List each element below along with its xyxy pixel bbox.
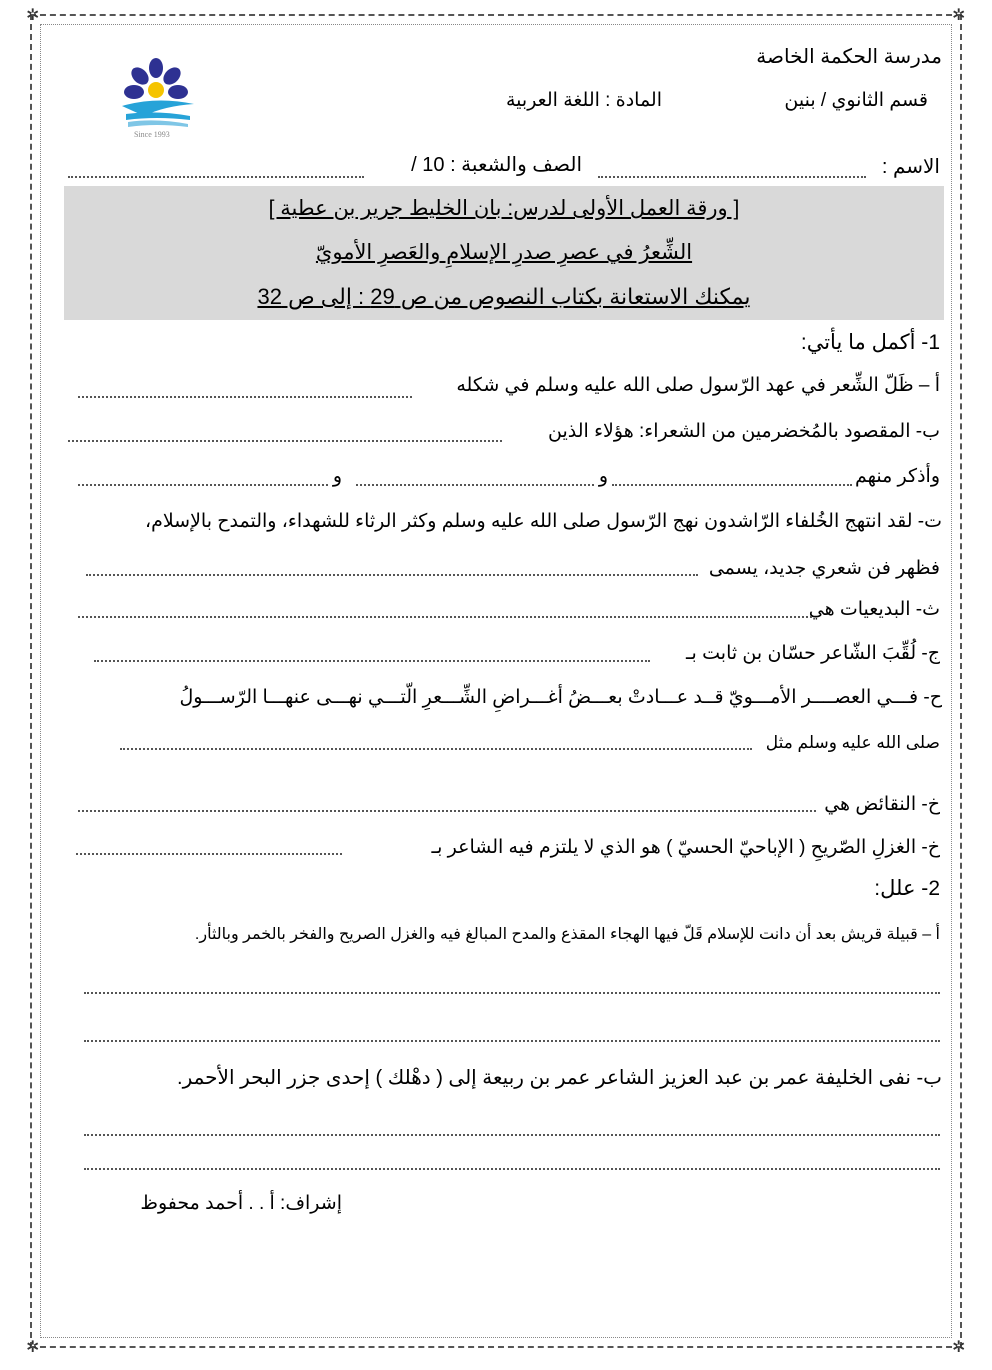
q1-j-answer-field[interactable] (94, 660, 650, 662)
q1-kh1-answer-field[interactable] (78, 810, 816, 812)
q2-title: 2- علل: (874, 877, 940, 900)
q2-b-answer-line-1[interactable] (84, 1134, 940, 1136)
q1-kh2-answer-field[interactable] (76, 853, 342, 855)
q1-item-t: ت- لقد انتهج الخُلفاء الرّاشدون نهج الرّسول صلى الله عليه وسلم وكثر الرثاء للشهداء، والتمدح بالإسلام، (144, 511, 942, 532)
q1-item-t-cont: فظهر فن شعري جديد، يسمى (708, 558, 940, 579)
q1-b-example-2-field[interactable] (356, 484, 594, 486)
corner-ornament-icon: ✲ (26, 7, 40, 24)
corner-ornament-icon: ✲ (952, 1339, 966, 1356)
q1-item-h: ح- فـــي العصــــر الأمـــويّ قــد عـــادتْ بعـــضُ أغـــراضِ الشِّـــعرِ الّتـــي نهـــى عنهـــا الرّســـولُ (179, 687, 942, 708)
q1-t-answer-field[interactable] (86, 574, 698, 576)
q1-item-b: ب- المقصود بالمُخضرمين من الشعراء: هؤلاء الذين (548, 421, 940, 442)
reference-note: يمكنك الاستعانة بكتاب النصوص من ص 29 : إلى ص 32 (257, 284, 751, 309)
class-label: الصف والشعبة : 10 / (411, 154, 582, 176)
q1-item-b-examples: وأذكر منهم (854, 466, 940, 487)
worksheet-title: [ ورقة العمل الأولى لدرس: بان الخليط جرير بن عطية ] (268, 197, 740, 220)
q1-a-answer-field[interactable] (78, 396, 412, 398)
name-label: الاسم : (881, 156, 940, 178)
logo-caption: Since 1993 (134, 130, 170, 139)
q1-item-h-cont: صلى الله عليه وسلم مثل (765, 733, 940, 752)
q2-b-answer-line-2[interactable] (84, 1168, 940, 1170)
name-field[interactable] (598, 176, 866, 178)
q1-item-kh1: خ- النقائض هي (824, 794, 940, 815)
q1-item-kh2: خ- الغزلِ الصّريحِ ( الإباحيّ الحسيّ ) هو الذي لا يلتزم فيه الشاعر بـ (431, 837, 940, 858)
q1-th-answer-field[interactable] (78, 616, 812, 618)
q2-item-a: أ – قبيلة قريش بعد أن دانت للإسلام قَلّ فيها الهجاء المقذع والمدح المبالغ فيه والغزل الصريح والفخر بالخمر وبالثأر. (194, 926, 940, 943)
q1-conj-and: و (598, 466, 608, 487)
corner-ornament-icon: ✲ (26, 1339, 40, 1356)
school-name: مدرسة الحكمة الخاصة (756, 46, 942, 68)
q1-conj-and: و (332, 466, 342, 487)
q1-b-example-3-field[interactable] (78, 484, 328, 486)
q1-b-example-1-field[interactable] (612, 484, 852, 486)
q1-title: 1- أكمل ما يأتي: (800, 331, 940, 354)
supervisor-signature: إشراف: أ . . أحمد محفوظ (140, 1193, 342, 1214)
subject: المادة : اللغة العربية (505, 90, 662, 111)
q1-item-j: ج- لُقِّبَ الشّاعر حسّان بن ثابت بـ (685, 643, 940, 664)
q1-item-th: ث- البديعيات هي (808, 599, 940, 620)
q2-a-answer-line-1[interactable] (84, 992, 940, 994)
q1-b-answer-field[interactable] (68, 440, 502, 442)
q1-item-a: أ – ظَلّ الشِّعر في عهد الرّسول صلى الله عليه وسلم في شكله (456, 375, 940, 396)
class-field[interactable] (68, 176, 364, 178)
q2-item-b: ب- نفى الخليفة عمر بن عبد العزيز الشاعر عمر بن ربيعة إلى ( دهْلك ) إحدى جزر البحر الأحمر. (177, 1067, 942, 1089)
worksheet-title-box (64, 186, 944, 320)
q2-a-answer-line-2[interactable] (84, 1040, 940, 1042)
q1-h-answer-field[interactable] (120, 748, 752, 750)
department: قسم الثانوي / بنين (784, 90, 928, 111)
lesson-topic: الشِّعرُ في عصرِ صدرِ الإسلامِ والعَصرِ الأمويّ (315, 241, 693, 264)
corner-ornament-icon: ✲ (952, 7, 966, 24)
school-logo (104, 56, 208, 142)
